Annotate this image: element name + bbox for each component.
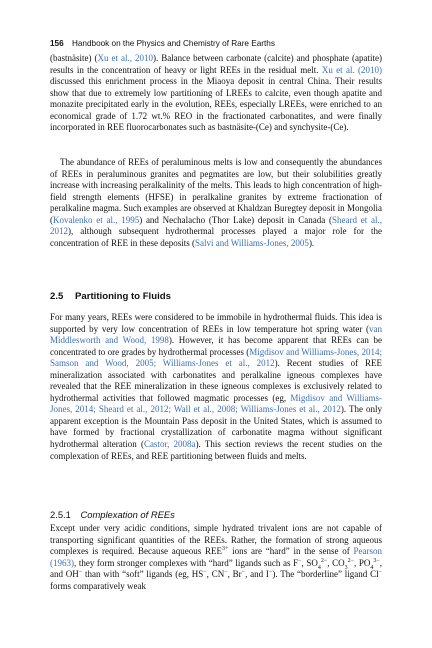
superscript: 3− xyxy=(373,557,380,564)
subscript: 4 xyxy=(317,564,321,571)
text-run: ). Balance between carbonate (calcite) and phosphate (apatite) results in the concentration of heavy or light REEs in the residual melt. xyxy=(50,53,383,75)
paragraph-fluids xyxy=(50,312,382,462)
subsection-heading xyxy=(50,509,175,520)
superscript: 2− xyxy=(320,557,328,564)
text-run: forms comparatively weak xyxy=(50,580,146,591)
superscript: − xyxy=(268,569,273,576)
paragraph-bastnasite xyxy=(50,53,382,134)
citation-link[interactable]: Kovalenko et al., 1995 xyxy=(53,214,140,225)
superscript: − xyxy=(241,569,246,576)
subscript: 3 xyxy=(344,564,348,571)
text-run: For many years, REEs were considered to be immobile in hydrothermal fluids. This idea is supported by very low concentration of REEs in low temperature hot spring water ( xyxy=(50,312,382,334)
citation-link[interactable]: Sheard et al., 2012 xyxy=(50,214,382,237)
paragraph-text xyxy=(50,53,382,134)
text-run: ). Recent studies of REE mineralization associated with carbonatites and peralkaline igneous complexes have revealed that the REE mineralization in these igneous complexes is exclusively related to hydrothermal activities that followed magmatic processes (eg, xyxy=(50,358,382,403)
text-run: than with “soft” ligands (eg, HS xyxy=(82,569,204,580)
citation-link[interactable]: Migdisov and Williams-Jones, 2014; Samson and Wood, 2005; Williams-Jones et al., 2012 xyxy=(50,346,382,369)
superscript: − xyxy=(203,569,207,576)
text-run: , PO xyxy=(354,557,371,568)
subsection-title: Complexation of REEs xyxy=(80,509,175,520)
superscript: − xyxy=(378,569,382,576)
citation-link[interactable]: Xu et al. (2010) xyxy=(321,64,383,75)
text-run: ). This section reviews the recent studies on the complexation of REEs, and REE partitioning between fluids and melts. xyxy=(50,439,382,461)
text-run: ). However, it has become apparent that REEs can be concentrated to ore grades by hydrothermal processes ( xyxy=(50,335,382,357)
subsection-number: 2.5.1 xyxy=(50,509,71,520)
text-run: ). xyxy=(308,237,315,248)
text-run: ). The only apparent exception is the Mountain Pass deposit in the United States, which is assumed to have formed by fractional crystallization of carbonatite magma without significant hydrothermal alteration ( xyxy=(50,404,383,450)
paragraph-complexation xyxy=(50,523,382,592)
paragraph-peraluminous xyxy=(50,157,382,249)
text-run: ), although subsequent hydrothermal processes played a major role for the concentration of REE in these deposits ( xyxy=(50,226,382,248)
text-run: , Br xyxy=(227,569,242,580)
text-run: , they form stronger complexes with “hard” ligands such as F xyxy=(74,557,299,568)
running-title: Handbook on the Physics and Chemistry of Rare Earths xyxy=(71,39,275,48)
text-run: discussed this enrichment process in the Miaoya deposit in central China. Their results show that due to extremely low partitioning of LREEs to calcite, even though apatite and monazite precipitated early in the evolution, REEs, especially LREEs, were enriched to an economical grade of 1.72 wt.% REO in the fractionated carbonatites, and were finally incorporated in REE fluorocarbonates such as bastnäsite-(Ce) and synchysite-(Ce). xyxy=(50,76,382,133)
text-run: , CN xyxy=(206,569,225,580)
citation-link[interactable]: Salvi and Williams-Jones, 2005 xyxy=(194,237,309,248)
text-run: , SO xyxy=(301,557,318,568)
text-run: , and OH xyxy=(50,557,383,580)
superscript: − xyxy=(298,557,302,564)
text-run: ions are “hard” in the sense of xyxy=(228,546,354,557)
running-head xyxy=(50,39,275,48)
superscript: 2− xyxy=(347,557,355,564)
text-run: Except under very acidic conditions, simple hydrated trivalent ions are not capable of transporting significant quantities of the REEs. Rather, the formation of strong aqueous complexes is required. Because aqueous REE xyxy=(50,523,382,557)
text-run: , and I xyxy=(245,569,269,580)
superscript: − xyxy=(224,569,228,576)
paragraph-text xyxy=(50,312,382,462)
superscript: − xyxy=(78,569,83,576)
text-run: ). The “borderline” ligand Cl xyxy=(272,569,379,580)
subscript: 4 xyxy=(370,564,374,571)
citation-link[interactable]: Pearson (1963) xyxy=(50,546,382,568)
citation-link[interactable]: Castor, 2008a xyxy=(143,439,196,450)
citation-link[interactable]: Xu et al., 2010 xyxy=(97,53,153,63)
section-title: Partitioning to Fluids xyxy=(75,291,171,302)
text-run: , CO xyxy=(327,557,345,568)
section-heading xyxy=(50,291,171,302)
text-run: ) and Nechalacho (Thor Lake) deposit in Canada ( xyxy=(139,214,333,225)
page-number: 156 xyxy=(50,39,64,48)
text-run: (bastnäsite) ( xyxy=(50,53,98,63)
citation-link[interactable]: Migdisov and Williams-Jones, 2014; Sheard et al., 2012; Wall et al., 2008; Williams-Jones et al., 2012 xyxy=(50,392,382,415)
superscript: 3+ xyxy=(222,546,229,553)
section-number: 2.5 xyxy=(50,291,64,302)
paragraph-text xyxy=(50,523,382,592)
paragraph-text xyxy=(50,157,382,249)
citation-link[interactable]: van Middlesworth and Wood, 1998 xyxy=(50,323,382,346)
text-run: The abundance of REEs of peraluminous melts is low and consequently the abundances of REEs in peraluminous granites and pegmatites are low, but their solubilities greatly increase with increasing peralkalinity of the melts. This leads to high concentration of high-field strength elements (HFSE) in peralkaline granites by extreme fractionation of peralkaline magma. Such examples are observed at Khaldzan Buregtey deposit in Mongolia ( xyxy=(50,157,382,225)
